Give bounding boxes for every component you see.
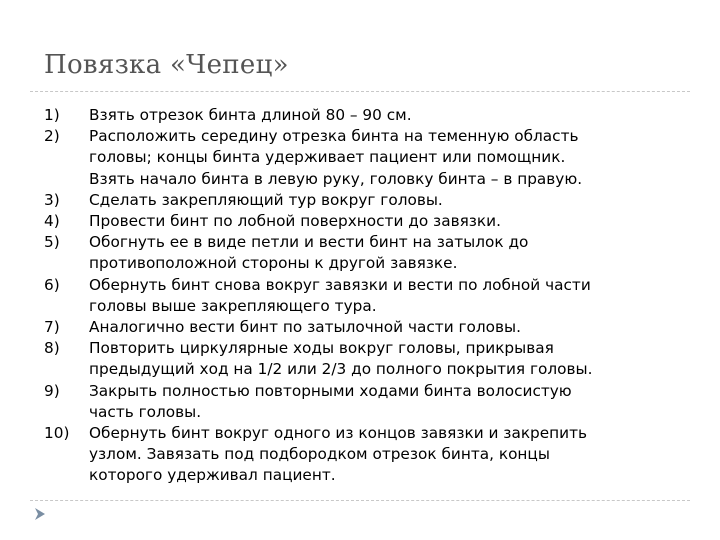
step-text xyxy=(89,423,694,487)
step-line: часть головы. xyxy=(89,402,202,421)
step-line: которого удерживал пациент. xyxy=(89,466,336,485)
step-number: 9) xyxy=(44,381,60,400)
step-line: Провести бинт по лобной поверхности до завязки. xyxy=(89,212,501,231)
step-item xyxy=(44,317,694,338)
step-line: Закрыть полностью повторными ходами бинта волосистую xyxy=(89,381,572,400)
bottom-divider xyxy=(30,500,690,501)
step-line: предыдущий ход на 1/2 или 2/3 до полного покрытия головы. xyxy=(89,360,593,379)
step-item xyxy=(44,381,694,423)
step-number: 8) xyxy=(44,339,60,358)
step-number: 10) xyxy=(44,424,70,443)
step-item xyxy=(44,105,694,126)
step-line: Взять начало бинта в левую руку, головку бинта – в правую. xyxy=(89,169,583,188)
step-text xyxy=(89,190,694,211)
step-item xyxy=(44,190,694,211)
step-line: Обернуть бинт вокруг одного из концов завязки и закрепить xyxy=(89,424,588,443)
step-number: 2) xyxy=(44,127,60,146)
step-line: Обогнуть ее в виде петли и вести бинт на затылок до xyxy=(89,233,529,252)
title-divider xyxy=(30,91,690,92)
step-text xyxy=(89,275,694,317)
play-arrow-icon xyxy=(34,508,46,520)
step-line: головы выше закрепляющего тура. xyxy=(89,296,377,315)
step-number: 5) xyxy=(44,233,60,252)
step-text xyxy=(89,338,694,380)
step-text xyxy=(89,211,694,232)
step-text xyxy=(89,126,694,190)
step-line: противоположной стороны к другой завязке. xyxy=(89,254,458,273)
step-number: 3) xyxy=(44,190,60,209)
step-line: Сделать закрепляющий тур вокруг головы. xyxy=(89,190,443,209)
step-line: Обернуть бинт снова вокруг завязки и вести по лобной части xyxy=(89,275,591,294)
step-line: головы; концы бинта удерживает пациент или помощник. xyxy=(89,148,566,167)
step-item xyxy=(44,232,694,274)
step-item xyxy=(44,338,694,380)
step-number: 6) xyxy=(44,275,60,294)
step-number: 7) xyxy=(44,318,60,337)
step-line: Повторить циркулярные ходы вокруг головы, прикрывая xyxy=(89,339,554,358)
step-number: 4) xyxy=(44,212,60,231)
step-item xyxy=(44,423,694,487)
step-text xyxy=(89,232,694,274)
step-text xyxy=(89,105,694,126)
step-line: Аналогично вести бинт по затылочной части головы. xyxy=(89,318,521,337)
step-line: Расположить середину отрезка бинта на теменную область xyxy=(89,127,579,146)
step-line: узлом. Завязать под подбородком отрезок бинта, концы xyxy=(89,445,550,464)
step-item xyxy=(44,275,694,317)
step-text xyxy=(89,317,694,338)
step-line: Взять отрезок бинта длиной 80 – 90 см. xyxy=(89,106,412,124)
slide-title: Повязка «Чепец» xyxy=(44,50,289,80)
step-text xyxy=(89,381,694,423)
step-item xyxy=(44,211,694,232)
step-item xyxy=(44,126,694,190)
step-number: 1) xyxy=(44,106,60,124)
steps-list xyxy=(44,105,694,487)
